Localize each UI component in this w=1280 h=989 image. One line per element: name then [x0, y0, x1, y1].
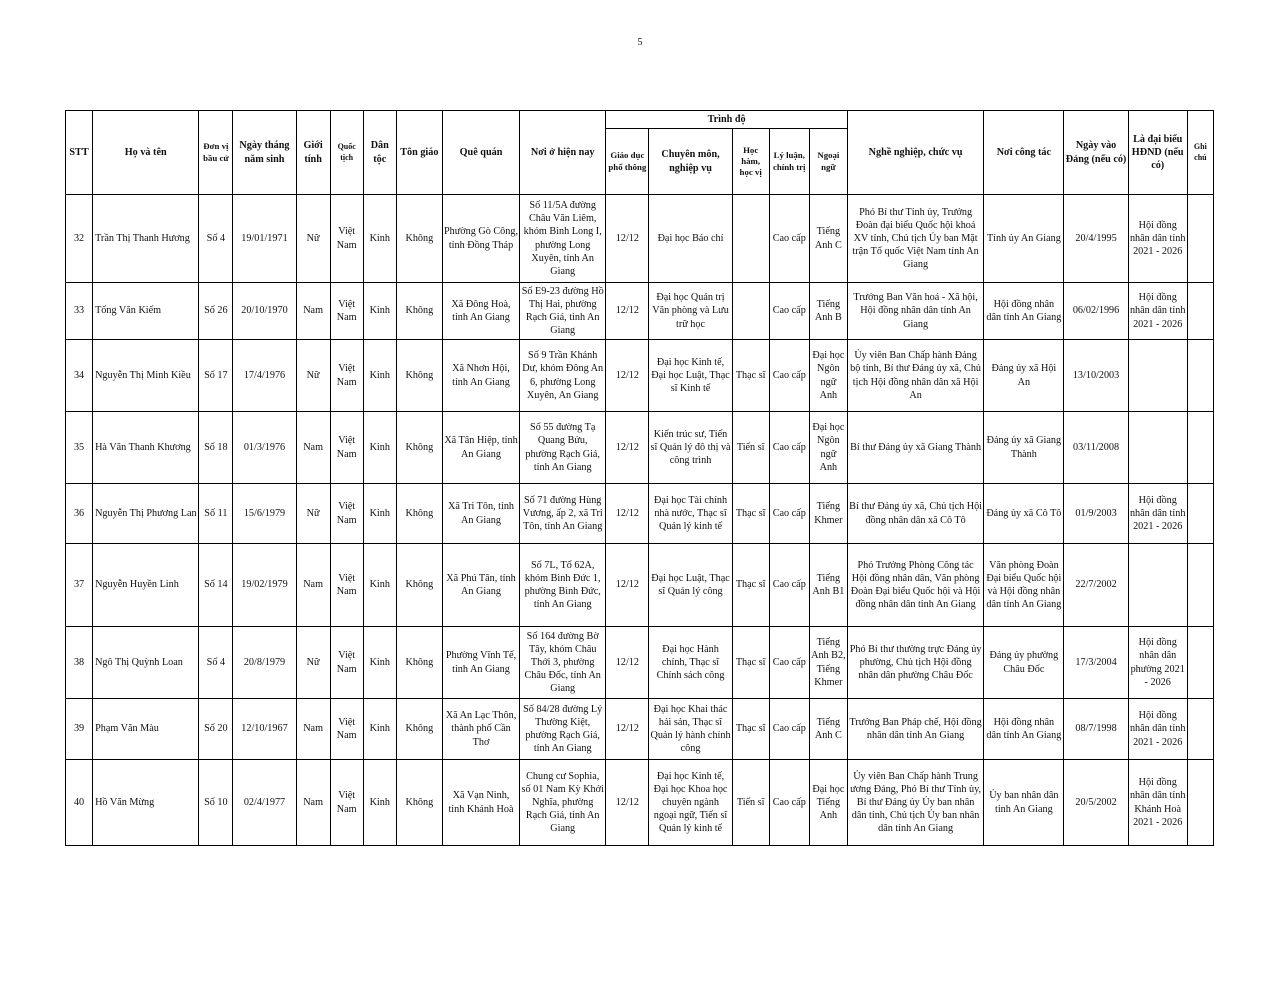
cell-ton-giao: Không	[396, 699, 442, 760]
cell-gioi-tinh: Nam	[296, 760, 330, 846]
candidate-table	[65, 110, 1214, 846]
table-row	[66, 195, 1214, 283]
cell-stt: 35	[66, 412, 93, 484]
cell-ly-luan: Cao cấp	[769, 760, 809, 846]
cell-ly-luan: Cao cấp	[769, 412, 809, 484]
header-chuyen-mon: Chuyên môn, nghiệp vụ	[649, 129, 732, 195]
cell-quoc-tich: Việt Nam	[330, 283, 363, 340]
cell-stt: 37	[66, 544, 93, 627]
cell-stt: 38	[66, 627, 93, 699]
cell-ngoai-ngu: Tiếng Anh B2, Tiếng Khmer	[809, 627, 847, 699]
cell-chuyen-mon: Đại học Khai thác hải sản, Thạc sĩ Quản lý hành chính công	[649, 699, 732, 760]
cell-ngay-sinh: 17/4/1976	[233, 340, 296, 412]
cell-ho-ten: Hà Văn Thanh Khương	[93, 412, 199, 484]
cell-noi-o: Số 11/5A đường Châu Văn Liêm, khóm Bình Long I, phường Long Xuyên, tỉnh An Giang	[520, 195, 606, 283]
cell-quoc-tich: Việt Nam	[330, 544, 363, 627]
cell-ngay-sinh: 12/10/1967	[233, 699, 296, 760]
cell-nghe-nghiep: Phó Trưởng Phòng Công tác Hội đồng nhân dân, Văn phòng Đoàn Đại biểu Quốc hội và Hội đồng nhân dân tỉnh An Giang	[847, 544, 983, 627]
header-trinh-do: Trình độ	[606, 111, 848, 129]
header-gioi-tinh: Giới tính	[296, 111, 330, 195]
cell-que-quan: Phường Vĩnh Tế, tỉnh An Giang	[442, 627, 519, 699]
cell-noi-cong-tac: Hội đồng nhân dân tỉnh An Giang	[984, 699, 1064, 760]
header-don-vi: Đơn vị bầu cử	[199, 111, 233, 195]
cell-ngoai-ngu: Tiếng Anh B	[809, 283, 847, 340]
cell-ton-giao: Không	[396, 544, 442, 627]
cell-gioi-tinh: Nữ	[296, 484, 330, 544]
cell-nghe-nghiep: Phó Bí thư thường trực Đảng ủy phường, Chủ tịch Hội đồng nhân dân phường Châu Đốc	[847, 627, 983, 699]
cell-nghe-nghiep: Bí thư Đảng ủy xã, Chủ tịch Hội đồng nhân dân xã Cô Tô	[847, 484, 983, 544]
cell-gioi-tinh: Nam	[296, 544, 330, 627]
cell-dai-bieu: Hội đồng nhân dân tỉnh 2021 - 2026	[1128, 283, 1187, 340]
cell-nghe-nghiep: Ủy viên Ban Chấp hành Đảng bộ tỉnh, Bí thư Đảng ủy xã, Chủ tịch Hội đồng nhân dân xã Hội An	[847, 340, 983, 412]
cell-que-quan: Phường Gò Công, tỉnh Đồng Tháp	[442, 195, 519, 283]
cell-gd: 12/12	[606, 340, 649, 412]
cell-hoc-ham	[732, 195, 769, 283]
cell-noi-cong-tac: Ủy ban nhân dân tỉnh An Giang	[984, 760, 1064, 846]
cell-ly-luan: Cao cấp	[769, 484, 809, 544]
cell-ho-ten: Hồ Văn Mừng	[93, 760, 199, 846]
cell-ghi-chu	[1187, 195, 1213, 283]
cell-ton-giao: Không	[396, 760, 442, 846]
cell-hoc-ham: Thạc sĩ	[732, 699, 769, 760]
cell-ghi-chu	[1187, 412, 1213, 484]
cell-gioi-tinh: Nữ	[296, 627, 330, 699]
header-hoc-ham: Học hàm, học vị	[732, 129, 769, 195]
cell-gd: 12/12	[606, 627, 649, 699]
cell-ly-luan: Cao cấp	[769, 340, 809, 412]
cell-nghe-nghiep: Trưởng Ban Văn hoá - Xã hội, Hội đồng nhân dân tỉnh An Giang	[847, 283, 983, 340]
cell-ly-luan: Cao cấp	[769, 699, 809, 760]
cell-gioi-tinh: Nữ	[296, 340, 330, 412]
cell-ngoai-ngu: Tiếng Anh C	[809, 195, 847, 283]
cell-noi-o: Chung cư Sophia, số 01 Nam Kỳ Khởi Nghĩa, phường Rạch Giá, tỉnh An Giang	[520, 760, 606, 846]
cell-stt: 32	[66, 195, 93, 283]
cell-ngay-sinh: 19/01/1971	[233, 195, 296, 283]
cell-gd: 12/12	[606, 544, 649, 627]
cell-quoc-tich: Việt Nam	[330, 627, 363, 699]
table-row	[66, 544, 1214, 627]
cell-ghi-chu	[1187, 484, 1213, 544]
cell-chuyen-mon: Đại học Tài chính nhà nước, Thạc sĩ Quản lý kinh tế	[649, 484, 732, 544]
cell-don-vi: Số 26	[199, 283, 233, 340]
cell-dai-bieu: Hội đồng nhân dân phường 2021 - 2026	[1128, 627, 1187, 699]
cell-gd: 12/12	[606, 760, 649, 846]
cell-ngay-vao-dang: 06/02/1996	[1064, 283, 1128, 340]
cell-noi-o: Số 71 đường Hùng Vương, ấp 2, xã Tri Tôn, tỉnh An Giang	[520, 484, 606, 544]
cell-gioi-tinh: Nam	[296, 283, 330, 340]
cell-que-quan: Xã Vạn Ninh, tỉnh Khánh Hoà	[442, 760, 519, 846]
cell-ton-giao: Không	[396, 627, 442, 699]
cell-dai-bieu: Hội đồng nhân dân tỉnh 2021 - 2026	[1128, 484, 1187, 544]
cell-noi-cong-tac: Đảng ủy phường Châu Đốc	[984, 627, 1064, 699]
cell-ngay-sinh: 02/4/1977	[233, 760, 296, 846]
cell-chuyen-mon: Đại học Luật, Thạc sĩ Quản lý công	[649, 544, 732, 627]
cell-ngay-sinh: 20/8/1979	[233, 627, 296, 699]
cell-chuyen-mon: Đại học Kinh tế, Đại học Khoa học chuyên ngành ngoại ngữ, Tiến sĩ Quản lý kinh tế	[649, 760, 732, 846]
cell-quoc-tich: Việt Nam	[330, 340, 363, 412]
cell-dan-toc: Kinh	[363, 484, 396, 544]
cell-ngay-vao-dang: 03/11/2008	[1064, 412, 1128, 484]
header-gd-pho-thong: Giáo dục phổ thông	[606, 129, 649, 195]
table-row	[66, 412, 1214, 484]
cell-que-quan: Xã Nhơn Hội, tỉnh An Giang	[442, 340, 519, 412]
cell-ngay-vao-dang: 08/7/1998	[1064, 699, 1128, 760]
cell-ngay-vao-dang: 20/4/1995	[1064, 195, 1128, 283]
cell-quoc-tich: Việt Nam	[330, 699, 363, 760]
cell-ho-ten: Tống Văn Kiếm	[93, 283, 199, 340]
cell-gd: 12/12	[606, 283, 649, 340]
cell-ngay-vao-dang: 01/9/2003	[1064, 484, 1128, 544]
cell-gd: 12/12	[606, 484, 649, 544]
header-quoc-tich: Quốc tịch	[330, 111, 363, 195]
cell-don-vi: Số 17	[199, 340, 233, 412]
cell-dai-bieu: Hội đồng nhân dân tỉnh 2021 - 2026	[1128, 699, 1187, 760]
cell-don-vi: Số 11	[199, 484, 233, 544]
cell-dan-toc: Kinh	[363, 283, 396, 340]
table-row	[66, 484, 1214, 544]
cell-gd: 12/12	[606, 699, 649, 760]
header-noi-cong-tac: Nơi công tác	[984, 111, 1064, 195]
header-ngoai-ngu: Ngoại ngữ	[809, 129, 847, 195]
cell-don-vi: Số 10	[199, 760, 233, 846]
cell-que-quan: Xã Tri Tôn, tỉnh An Giang	[442, 484, 519, 544]
cell-don-vi: Số 4	[199, 627, 233, 699]
cell-dan-toc: Kinh	[363, 544, 396, 627]
cell-dan-toc: Kinh	[363, 627, 396, 699]
table-row	[66, 627, 1214, 699]
cell-hoc-ham: Thạc sĩ	[732, 627, 769, 699]
header-que-quan: Quê quán	[442, 111, 519, 195]
cell-quoc-tich: Việt Nam	[330, 484, 363, 544]
header-nghe-nghiep: Nghề nghiệp, chức vụ	[847, 111, 983, 195]
cell-hoc-ham: Thạc sĩ	[732, 484, 769, 544]
cell-ly-luan: Cao cấp	[769, 283, 809, 340]
cell-dan-toc: Kinh	[363, 699, 396, 760]
cell-chuyen-mon: Đại học Kinh tế, Đại học Luật, Thạc sĩ Kinh tế	[649, 340, 732, 412]
cell-dan-toc: Kinh	[363, 760, 396, 846]
table-row	[66, 699, 1214, 760]
cell-noi-o: Số 9 Trần Khánh Dư, khóm Đông An 6, phường Long Xuyên, An Giang	[520, 340, 606, 412]
cell-ngoai-ngu: Đại học Ngôn ngữ Anh	[809, 412, 847, 484]
cell-noi-cong-tac: Đảng ủy xã Giang Thành	[984, 412, 1064, 484]
table-row	[66, 283, 1214, 340]
cell-ho-ten: Phạm Văn Màu	[93, 699, 199, 760]
cell-ton-giao: Không	[396, 484, 442, 544]
cell-nghe-nghiep: Bí thư Đảng ủy xã Giang Thành	[847, 412, 983, 484]
cell-que-quan: Xã Đông Hoà, tỉnh An Giang	[442, 283, 519, 340]
header-ngay-sinh: Ngày tháng năm sinh	[233, 111, 296, 195]
cell-hoc-ham: Thạc sĩ	[732, 544, 769, 627]
cell-ngoai-ngu: Tiếng Anh C	[809, 699, 847, 760]
cell-noi-cong-tac: Văn phòng Đoàn Đại biểu Quốc hội và Hội đồng nhân dân tỉnh An Giang	[984, 544, 1064, 627]
cell-gioi-tinh: Nam	[296, 412, 330, 484]
cell-ton-giao: Không	[396, 340, 442, 412]
header-ton-giao: Tôn giáo	[396, 111, 442, 195]
cell-chuyen-mon: Kiến trúc sư, Tiến sĩ Quản lý đô thị và công trình	[649, 412, 732, 484]
cell-ly-luan: Cao cấp	[769, 195, 809, 283]
cell-ho-ten: Ngô Thị Quỳnh Loan	[93, 627, 199, 699]
cell-noi-cong-tac: Hội đồng nhân dân tỉnh An Giang	[984, 283, 1064, 340]
table-row	[66, 760, 1214, 846]
cell-ly-luan: Cao cấp	[769, 544, 809, 627]
header-stt: STT	[66, 111, 93, 195]
cell-stt: 40	[66, 760, 93, 846]
page-number: 5	[637, 37, 643, 48]
cell-ly-luan: Cao cấp	[769, 627, 809, 699]
header-ghi-chu: Ghi chú	[1187, 111, 1213, 195]
cell-don-vi: Số 20	[199, 699, 233, 760]
cell-ngoai-ngu: Đại học Ngôn ngữ Anh	[809, 340, 847, 412]
header-dan-toc: Dân tộc	[363, 111, 396, 195]
cell-gioi-tinh: Nữ	[296, 195, 330, 283]
cell-ghi-chu	[1187, 283, 1213, 340]
cell-ho-ten: Nguyễn Thị Minh Kiều	[93, 340, 199, 412]
cell-hoc-ham: Tiến sĩ	[732, 412, 769, 484]
cell-dan-toc: Kinh	[363, 340, 396, 412]
header-ly-luan: Lý luận, chính trị	[769, 129, 809, 195]
cell-hoc-ham: Tiến sĩ	[732, 760, 769, 846]
cell-ho-ten: Trần Thị Thanh Hương	[93, 195, 199, 283]
cell-quoc-tich: Việt Nam	[330, 760, 363, 846]
cell-gd: 12/12	[606, 195, 649, 283]
cell-stt: 33	[66, 283, 93, 340]
cell-dai-bieu	[1128, 412, 1187, 484]
cell-dan-toc: Kinh	[363, 412, 396, 484]
cell-ngay-sinh: 15/6/1979	[233, 484, 296, 544]
cell-ngay-sinh: 01/3/1976	[233, 412, 296, 484]
cell-ton-giao: Không	[396, 195, 442, 283]
cell-chuyen-mon: Đại học Hành chính, Thạc sĩ Chính sách công	[649, 627, 732, 699]
cell-nghe-nghiep: Ủy viên Ban Chấp hành Trung ương Đảng, Phó Bí thư Tỉnh ủy, Bí thư Đảng ủy Ủy ban nhân dân tỉnh, Chủ tịch Ủy ban nhân dân tỉnh An Giang	[847, 760, 983, 846]
cell-noi-o: Số E9-23 đường Hồ Thị Hai, phường Rạch Giá, tỉnh An Giang	[520, 283, 606, 340]
cell-dai-bieu: Hội đồng nhân dân tỉnh 2021 - 2026	[1128, 195, 1187, 283]
cell-stt: 39	[66, 699, 93, 760]
cell-quoc-tich: Việt Nam	[330, 195, 363, 283]
cell-ngoai-ngu: Đại học Tiếng Anh	[809, 760, 847, 846]
cell-dai-bieu	[1128, 340, 1187, 412]
cell-don-vi: Số 18	[199, 412, 233, 484]
cell-gd: 12/12	[606, 412, 649, 484]
cell-ghi-chu	[1187, 699, 1213, 760]
cell-nghe-nghiep: Phó Bí thư Tỉnh ủy, Trưởng Đoàn đại biểu Quốc hội khoá XV tỉnh, Chủ tịch Ủy ban Mặt trận Tổ quốc Việt Nam tỉnh An Giang	[847, 195, 983, 283]
cell-noi-o: Số 55 đường Tạ Quang Bửu, phường Rạch Giá, tỉnh An Giang	[520, 412, 606, 484]
header-ho-ten: Họ và tên	[93, 111, 199, 195]
cell-hoc-ham: Thạc sĩ	[732, 340, 769, 412]
cell-ngay-vao-dang: 22/7/2002	[1064, 544, 1128, 627]
cell-ngay-sinh: 19/02/1979	[233, 544, 296, 627]
cell-dai-bieu	[1128, 544, 1187, 627]
cell-que-quan: Xã An Lạc Thôn, thành phố Cần Thơ	[442, 699, 519, 760]
cell-ngay-vao-dang: 13/10/2003	[1064, 340, 1128, 412]
cell-noi-cong-tac: Đảng ủy xã Cô Tô	[984, 484, 1064, 544]
cell-noi-o: Số 164 đường Bờ Tây, khóm Châu Thới 3, phường Châu Đốc, tỉnh An Giang	[520, 627, 606, 699]
cell-stt: 34	[66, 340, 93, 412]
cell-ghi-chu	[1187, 340, 1213, 412]
cell-dai-bieu: Hội đồng nhân dân tỉnh Khánh Hoà 2021 - 2026	[1128, 760, 1187, 846]
cell-nghe-nghiep: Trưởng Ban Pháp chế, Hội đồng nhân dân tỉnh An Giang	[847, 699, 983, 760]
cell-hoc-ham	[732, 283, 769, 340]
cell-quoc-tich: Việt Nam	[330, 412, 363, 484]
cell-ho-ten: Nguyễn Thị Phương Lan	[93, 484, 199, 544]
cell-ghi-chu	[1187, 627, 1213, 699]
cell-noi-o: Số 7L, Tổ 62A, khóm Bình Đức 1, phường Bình Đức, tỉnh An Giang	[520, 544, 606, 627]
cell-noi-cong-tac: Đảng ủy xã Hội An	[984, 340, 1064, 412]
cell-stt: 36	[66, 484, 93, 544]
header-ngay-vao-dang: Ngày vào Đảng (nếu có)	[1064, 111, 1128, 195]
cell-don-vi: Số 4	[199, 195, 233, 283]
cell-que-quan: Xã Phú Tân, tỉnh An Giang	[442, 544, 519, 627]
cell-gioi-tinh: Nam	[296, 699, 330, 760]
cell-ghi-chu	[1187, 760, 1213, 846]
cell-ghi-chu	[1187, 544, 1213, 627]
header-noi-o: Nơi ở hiện nay	[520, 111, 606, 195]
cell-ngay-vao-dang: 20/5/2002	[1064, 760, 1128, 846]
cell-chuyen-mon: Đại học Quản trị Văn phòng và Lưu trữ học	[649, 283, 732, 340]
cell-ton-giao: Không	[396, 412, 442, 484]
cell-ngoai-ngu: Tiếng Khmer	[809, 484, 847, 544]
cell-don-vi: Số 14	[199, 544, 233, 627]
cell-noi-cong-tac: Tỉnh ủy An Giang	[984, 195, 1064, 283]
cell-ton-giao: Không	[396, 283, 442, 340]
header-dai-bieu: Là đại biểu HĐND (nếu có)	[1128, 111, 1187, 195]
cell-dan-toc: Kinh	[363, 195, 396, 283]
cell-que-quan: Xã Tân Hiệp, tỉnh An Giang	[442, 412, 519, 484]
cell-ngoai-ngu: Tiếng Anh B1	[809, 544, 847, 627]
cell-ngay-vao-dang: 17/3/2004	[1064, 627, 1128, 699]
table-row	[66, 340, 1214, 412]
cell-noi-o: Số 84/28 đường Lý Thường Kiệt, phường Rạch Giá, tỉnh An Giang	[520, 699, 606, 760]
cell-ngay-sinh: 20/10/1970	[233, 283, 296, 340]
cell-chuyen-mon: Đại học Báo chí	[649, 195, 732, 283]
cell-ho-ten: Nguyễn Huyền Linh	[93, 544, 199, 627]
